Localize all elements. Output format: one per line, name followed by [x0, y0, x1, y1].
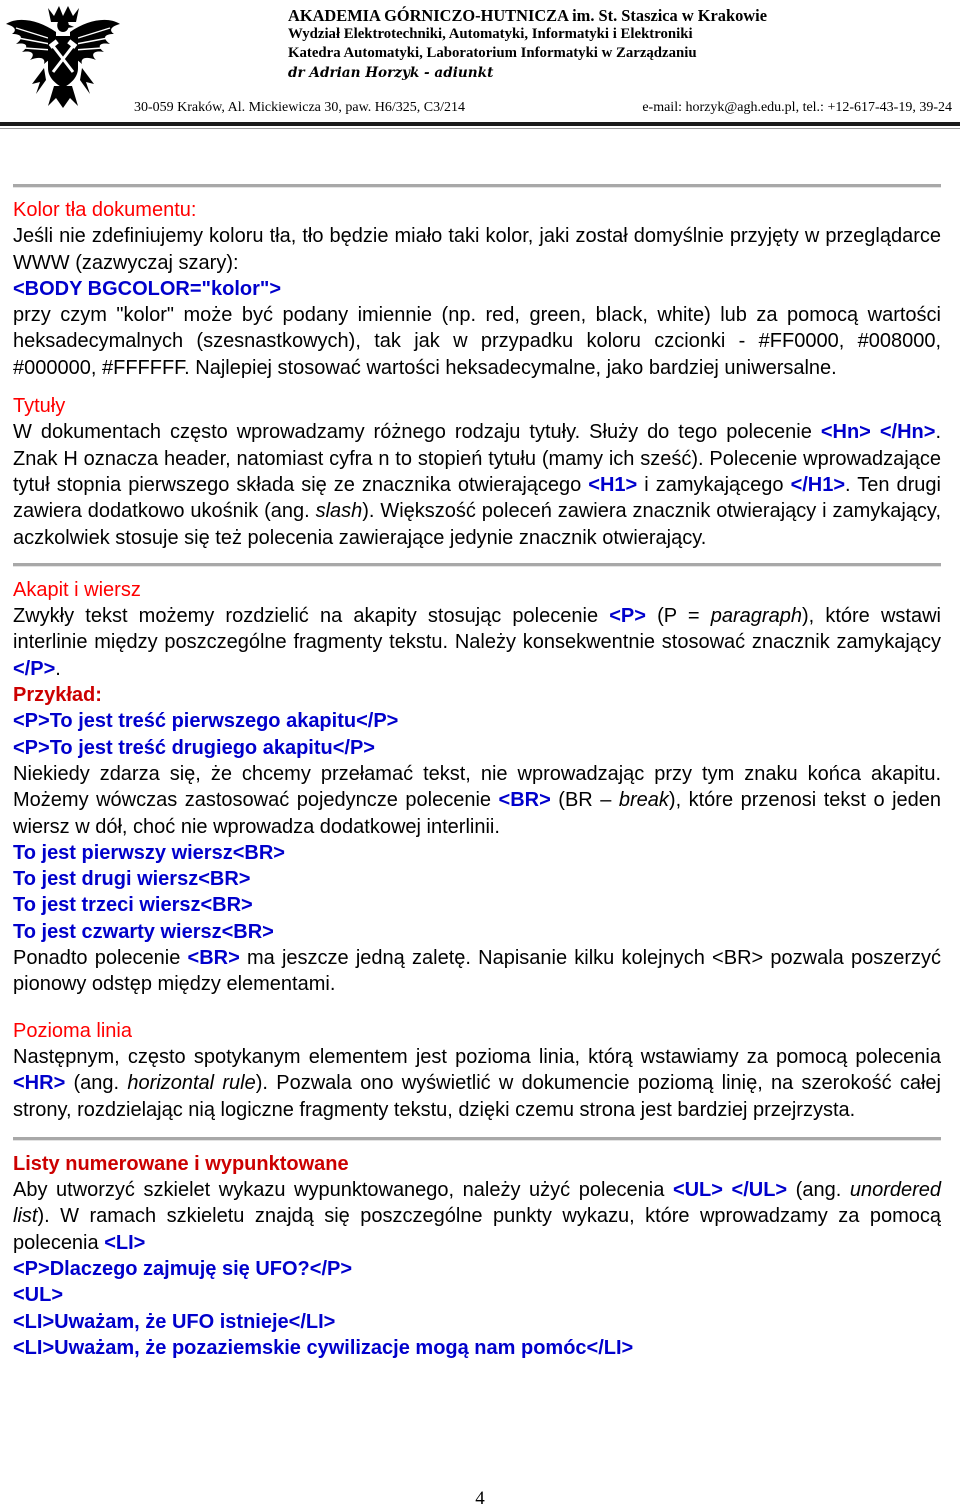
italic-term: horizontal rule — [127, 1072, 256, 1095]
italic-term: unordered list — [13, 1179, 942, 1228]
text: . Ten drugi zawiera dodatkowo ukośnik (ang. — [13, 473, 941, 523]
paragraph — [13, 1177, 941, 1256]
header-rule-thin — [0, 128, 960, 129]
code-inline: <HR> — [13, 1072, 66, 1095]
text: Aby utworzyć szkielet wykazu wypunktowanego, należy użyć polecenia — [13, 1179, 673, 1202]
code-example: To jest czwarty wiersz<BR> — [13, 920, 274, 943]
paragraph — [13, 945, 941, 998]
department-name: Katedra Automatyki, Laboratorium Informatyki w Zarządzaniu — [288, 45, 697, 61]
code-inline: <P> — [609, 605, 646, 628]
horizontal-rule — [13, 184, 941, 188]
text: ). Pozwala ono wyświetlić w dokumencie poziomą linię, na szerokość całej strony, rozdzielając nią logiczne fragmenty tekstu, dzięki czemu strona jest bardziej przejrzysta. — [13, 1072, 941, 1121]
code-inline: <UL> </UL> — [672, 1179, 788, 1202]
paragraph — [13, 419, 941, 550]
text: (ang. — [65, 1072, 128, 1095]
letterhead — [0, 0, 960, 130]
code-example: <P>Dlaczego zajmuję się UFO?</P> — [13, 1257, 353, 1280]
paragraph: przy czym "kolor" może być podany imiennie (np. red, green, black, white) lub za pomocą wartości heksadecymalnych (szesnastkowych), tak jak w przypadku koloru czcionki - #FF0000, #008000, #000000, #FFFFFF. Najlepiej stosować wartości heksadecymalne, jako bardziej uniwersalne. — [13, 304, 941, 379]
section-heading: Pozioma linia — [13, 1019, 132, 1042]
horizontal-rule — [13, 563, 941, 567]
author-name: dr Adrian Horzyk - adiunkt — [288, 65, 494, 81]
code-example: <P>To jest treść drugiego akapitu</P> — [13, 736, 375, 759]
code-example: <UL> — [13, 1284, 64, 1307]
text: (P = — [645, 605, 711, 628]
code-inline: <BR> — [187, 947, 240, 970]
code-inline: <LI> — [104, 1231, 146, 1254]
example-label: Przykład: — [13, 684, 102, 707]
agh-eagle-logo-icon — [4, 2, 122, 110]
header-rule — [0, 122, 960, 126]
paragraph — [13, 603, 941, 682]
code-inline: <H1> — [588, 473, 638, 496]
section-lists — [13, 1151, 941, 1361]
paragraph — [13, 1044, 941, 1123]
institution-block — [288, 6, 952, 83]
text: Zwykły tekst możemy rozdzielić na akapity stosując polecenie — [13, 605, 610, 628]
contact-info: e-mail: horzyk@agh.edu.pl, tel.: +12-617-43-19, 39-24 — [642, 100, 952, 115]
text: Ponadto polecenie — [13, 947, 188, 970]
page-number: 4 — [475, 1488, 485, 1509]
code-example: To jest trzeci wiersz<BR> — [13, 894, 253, 917]
code-inline: <Hn> </Hn> — [820, 421, 936, 444]
section-heading: Tytuły — [13, 395, 66, 418]
text: ). Większość poleceń zawiera znacznik otwierający i zamykający, aczkolwiek stosuje się też polecenia zawierające jedynie znacznik otwierający. — [13, 500, 941, 549]
code-example: <LI>Uważam, że UFO istnieje</LI> — [13, 1310, 336, 1333]
section-heading: Kolor tła dokumentu: — [13, 199, 197, 221]
section-background-color — [13, 197, 941, 381]
document-body — [13, 184, 941, 1373]
code-example: To jest pierwszy wiersz<BR> — [13, 841, 285, 864]
code-inline: <BR> — [498, 789, 551, 812]
postal-address: 30-059 Kraków, Al. Mickiewicza 30, paw. H6/325, C3/214 — [134, 100, 466, 115]
italic-term: break — [618, 789, 669, 812]
text: W dokumentach często wprowadzamy różnego rodzaju tytuły. Służy do tego polecenie — [13, 421, 821, 444]
code-example: <BODY BGCOLOR="kolor"> — [13, 277, 282, 300]
code-inline: </H1> — [790, 473, 846, 496]
italic-term: slash — [315, 500, 363, 523]
paragraph — [13, 761, 941, 840]
italic-term: paragraph — [710, 605, 802, 628]
text: (ang. — [787, 1179, 850, 1202]
text: . Znak H oznacza header, natomiast cyfra n to stopień tytułu (mamy ich sześć). Polecenie wprowadzające tytuł stopnia pierwszego składa się ze znacznika otwierającego — [13, 421, 941, 496]
paragraph: Jeśli nie zdefiniujemy koloru tła, tło będzie miało taki kolor, jaki został domyślnie przyjęty w przeglądarce WWW (zazwyczaj szary): — [13, 225, 941, 274]
text: (BR – — [550, 789, 619, 812]
section-titles — [13, 393, 941, 551]
text: i zamykającego — [637, 473, 791, 496]
text: ma jeszcze jedną zaletę. Napisanie kilku kolejnych <BR> pozwala poszerzyć pionowy odstęp między elementami. — [13, 947, 942, 996]
section-paragraph-line — [13, 577, 941, 998]
code-example: <LI>Uważam, że pozaziemskie cywilizacje mogą nam pomóc</LI> — [13, 1336, 634, 1359]
code-example: <P>To jest treść pierwszego akapitu</P> — [13, 710, 399, 733]
section-heading: Listy numerowane i wypunktowane — [13, 1152, 349, 1175]
text: Następnym, często spotykanym elementem jest pozioma linia, którą wstawiamy za pomocą polecenia — [13, 1045, 941, 1068]
section-heading: Akapit i wiersz — [13, 578, 141, 601]
text: ). W ramach szkieletu znajdą się poszczególne punkty wykazu, które wprowadzamy za pomocą polecenia — [13, 1205, 941, 1254]
horizontal-rule — [13, 1137, 941, 1141]
code-inline: </P> — [13, 657, 56, 680]
text: ), które przenosi tekst o jeden wiersz w dół, choć nie wprowadza dodatkowej interlinii. — [13, 789, 942, 838]
text: ), które wstawi interlinie między poszczególne fragmenty tekstu. Należy konsekwentnie stosować znacznik zamykający — [13, 605, 941, 654]
code-example: To jest drugi wiersz<BR> — [13, 868, 251, 891]
text: Niekiedy zdarza się, że chcemy przełamać tekst, nie wprowadzając przy tym znaku końca akapitu. Możemy wówczas zastosować pojedyncze polecenie — [13, 762, 941, 812]
section-horizontal-rule — [13, 1018, 941, 1123]
faculty-name: Wydział Elektrotechniki, Automatyki, Informatyki i Elektroniki — [288, 26, 693, 42]
text: . — [55, 657, 61, 680]
institution-name: AKADEMIA GÓRNICZO-HUTNICZA im. St. Staszica w Krakowie — [288, 6, 767, 25]
